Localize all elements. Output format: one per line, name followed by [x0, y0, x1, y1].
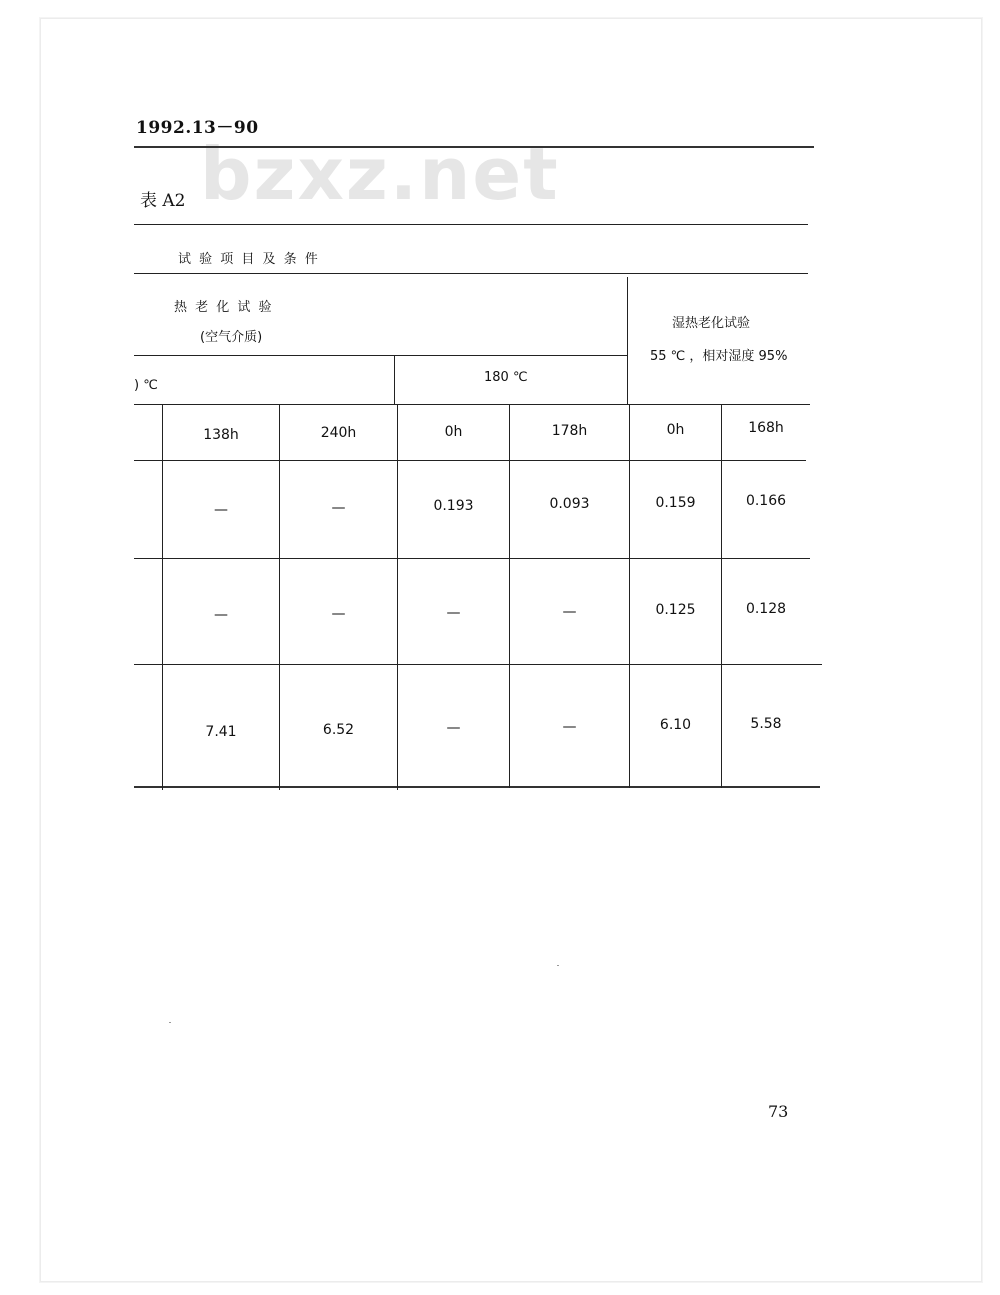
table-cell: 6.52: [322, 722, 355, 738]
table-cell: —: [331, 500, 346, 516]
temp-partial: ) ℃: [134, 378, 158, 393]
table-top-rule: [134, 224, 808, 225]
table-cell: —: [446, 720, 461, 736]
table-cell: 0.193: [433, 498, 474, 514]
table-cell: 0.093: [549, 496, 590, 512]
table-col-line: [394, 355, 395, 404]
hours-cell: 240h: [320, 425, 357, 441]
scan-speck: [557, 965, 559, 966]
page-number: 73: [768, 1102, 789, 1121]
table-rule: [134, 355, 628, 356]
table-rule: [134, 404, 810, 405]
watermark: bzxz.net: [200, 132, 560, 216]
thermal-aging-title: 热 老 化 试 验: [174, 300, 274, 315]
damp-heat-title: 湿热老化试验: [672, 316, 751, 331]
table-rule: [134, 273, 808, 274]
hours-cell: 178h: [551, 423, 588, 439]
header-rule: [134, 146, 814, 148]
table-cell: —: [562, 719, 577, 735]
table-cell: 6.10: [659, 717, 692, 733]
scan-speck: [169, 1022, 171, 1023]
thermal-aging-medium: (空气介质): [200, 330, 263, 345]
table-cell: 0.128: [745, 601, 787, 617]
table-cell: 0.125: [655, 602, 696, 618]
damp-heat-condition: 55 ℃ ，相对湿度 95%: [650, 349, 788, 364]
table-rule: [134, 558, 810, 559]
hours-cell: 0h: [666, 422, 685, 438]
table-cell: —: [562, 604, 577, 620]
table-col-line: [627, 277, 628, 404]
table-cell: 0.166: [745, 493, 787, 509]
table-cell: —: [214, 607, 228, 623]
table-cell: 0.159: [655, 495, 696, 511]
hours-cell: 168h: [748, 420, 784, 436]
table-cell: —: [331, 606, 346, 622]
hours-cell: 0h: [444, 424, 463, 440]
table-rule: [134, 460, 806, 461]
table-cell: 7.41: [205, 724, 237, 740]
table-bottom-rule: [134, 786, 820, 788]
table-cell: —: [446, 605, 461, 621]
table-rule: [134, 664, 822, 665]
conditions-title: 试 验 项 目 及 条 件: [178, 252, 320, 267]
table-label: 表 A2: [140, 191, 186, 211]
table-cell: 5.58: [750, 716, 782, 732]
hours-cell: 138h: [203, 427, 239, 443]
table-cell: —: [214, 502, 228, 518]
temp-180: 180 ℃: [484, 370, 528, 385]
standard-code: 1992.13－90: [136, 118, 259, 138]
